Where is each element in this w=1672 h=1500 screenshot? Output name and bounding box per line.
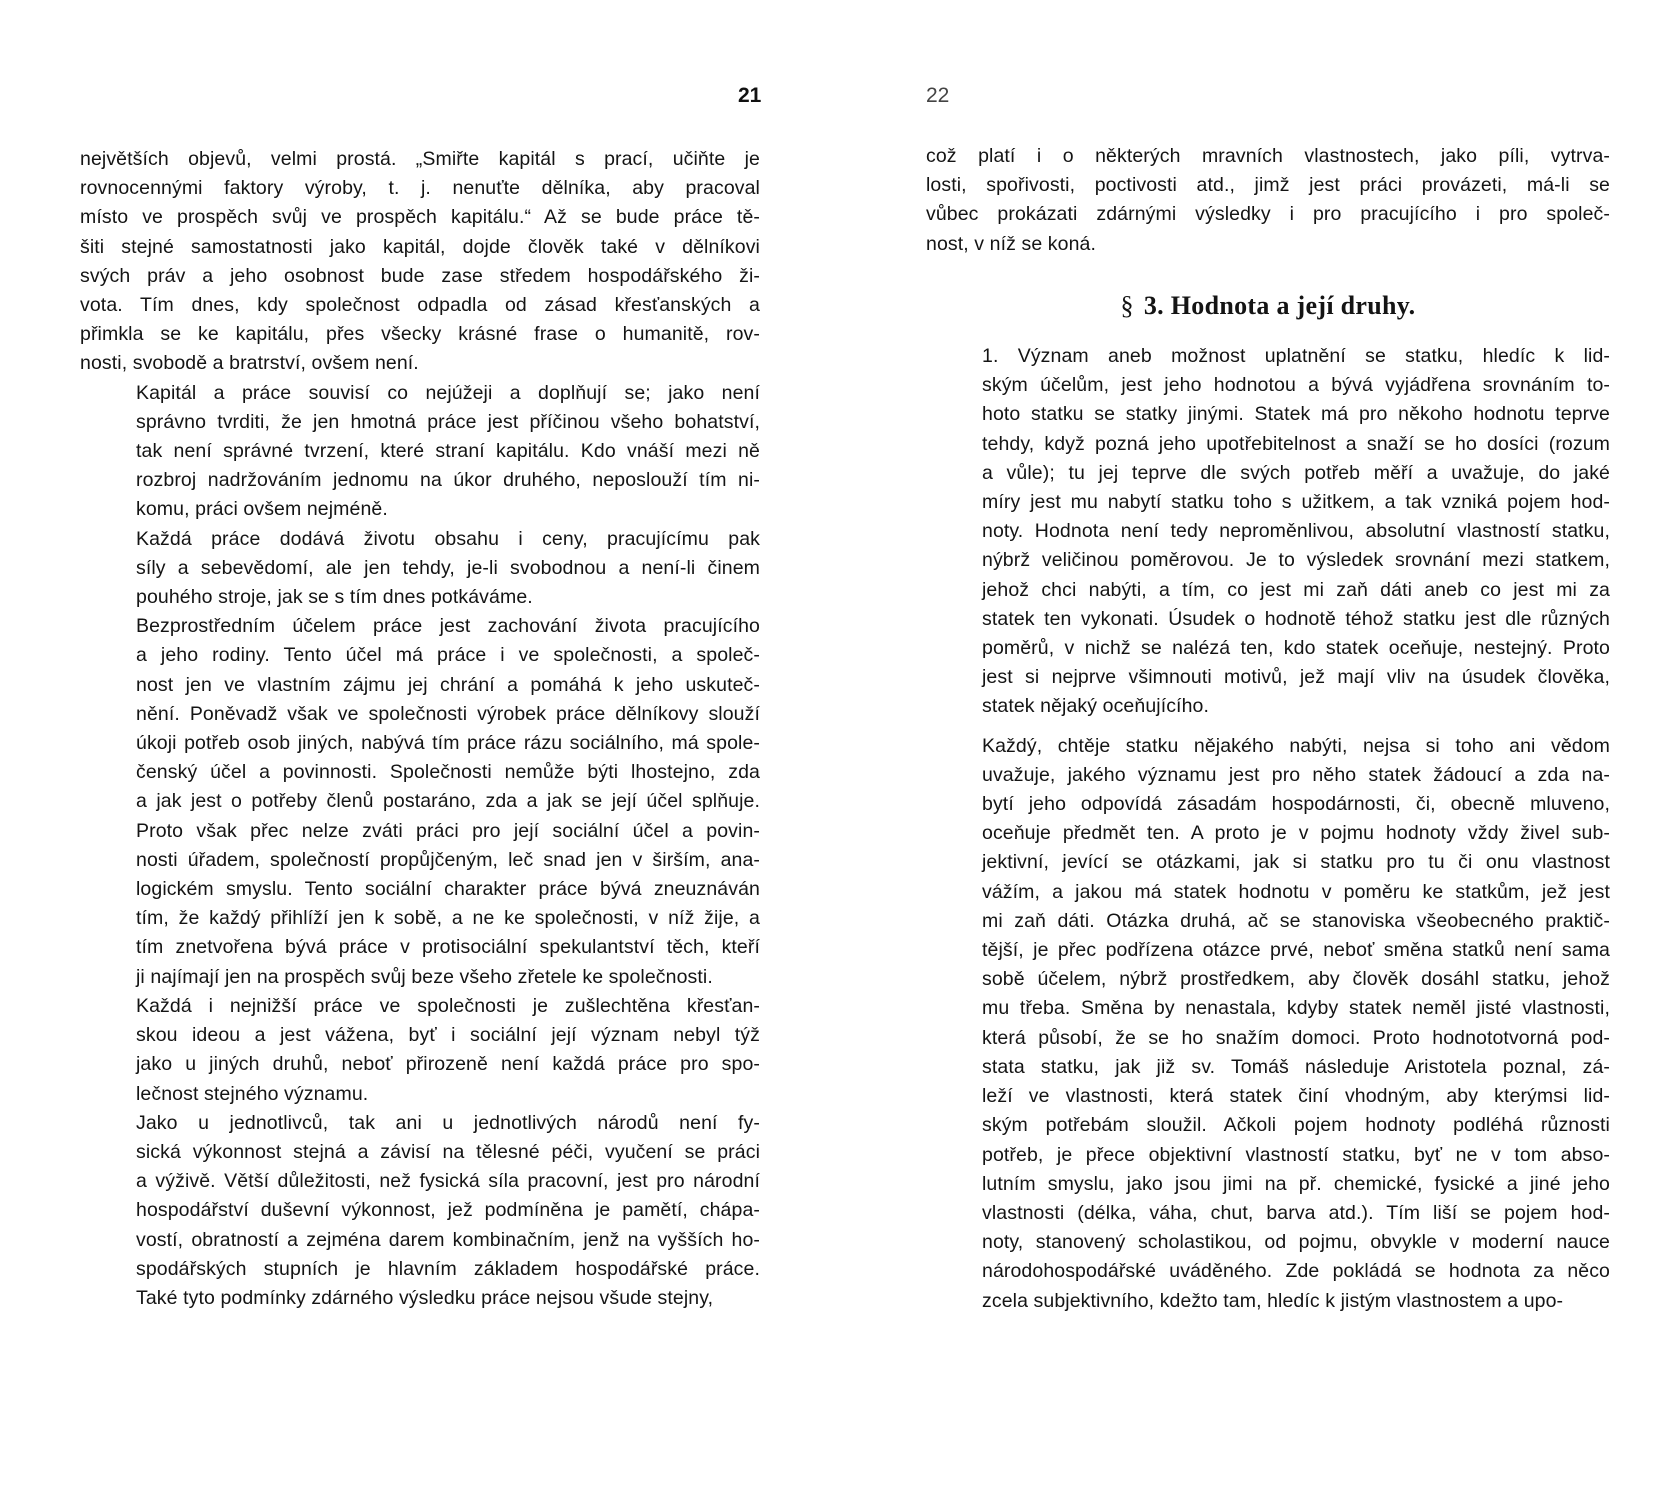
right-text-column [926, 142, 1610, 1316]
text-line: sická výkonnost stejná a závisí na tělesné péči, vyučení se práci [136, 1140, 760, 1163]
text-line: a jak jest o potřeby členů postaráno, zda a jak se její účel splňuje. [136, 790, 760, 813]
text-line: Kapitál a práce souvisí co nejúžeji a doplňují se; jako není [136, 381, 760, 404]
section-title: 3. Hodnota a její druhy. [1143, 290, 1416, 320]
text-line: rovnocennými faktory výroby, t. j. nenuťte dělníka, aby pracoval [80, 177, 760, 200]
text-line: vážím, a jakou má statek hodnotu v poměru ke statkům, jež jest [982, 880, 1610, 903]
text-line: jest si nejprve všimnouti motivů, jež mají vliv na úsudek člověka, [982, 666, 1610, 689]
text-line: potřeb, je přece objektivní vlastností statku, byť ne v tom abso- [982, 1143, 1610, 1166]
text-line: přimkla se ke kapitálu, přes všecky krásné frase o humanitě, rov- [80, 323, 760, 346]
text-line: uvažuje, jakého významu jest pro něho statek žádoucí a zda na- [982, 763, 1610, 786]
text-line: Bezprostředním účelem práce jest zachování života pracujícího [136, 615, 760, 638]
text-line: noty, stanovený scholastikou, od pojmu, obvykle v moderní nauce [982, 1231, 1610, 1254]
text-line: svých práv a jeho osobnost bude zase středem hospodářského ži- [80, 264, 760, 287]
text-line: šiti stejné samostatnosti jako kapitál, dojde člověk také v dělníkovi [80, 235, 760, 258]
paragraph [80, 992, 760, 1109]
section-heading [926, 291, 1610, 320]
paragraph [80, 1109, 760, 1313]
text-line: poměrů, v nichž se nalézá ten, kdo statek oceňuje, nestejný. Proto [982, 637, 1610, 660]
text-line: což platí i o některých mravních vlastnostech, jako píli, vytrva- [926, 145, 1610, 167]
text-line: oceňuje předmět ten. A proto je v pojmu hodnoty vždy živel sub- [982, 822, 1610, 845]
right-page [836, 0, 1672, 1500]
text-line: pouhého stroje, jak se s tím dnes potkáváme. [136, 586, 533, 609]
opening-paragraph [926, 142, 1610, 259]
paragraph [926, 142, 1610, 259]
text-line: mu třeba. Směna by nenastala, kdyby statek neměl jisté vlastnosti, [982, 997, 1610, 1020]
text-line: míry jest mu nabytí statku toho s užitkem, a tak vzniká pojem hod- [982, 491, 1610, 514]
text-line: tím, že každý přihlíží jen k sobě, a ne ke společnosti, v níž žije, a [136, 907, 760, 930]
text-line: síly a sebevědomí, ale jen tehdy, je-li svobodnou a není-li činem [136, 556, 760, 579]
text-line: noty. Hodnota není tedy neproměnlivou, absolutní vlastností statku, [982, 520, 1610, 543]
text-line: lečnost stejného významu. [136, 1082, 369, 1105]
text-line: vostí, obratností a zejména darem kombinačním, jenž na vyšších ho- [136, 1228, 760, 1251]
text-line: vota. Tím dnes, kdy společnost odpadla od zásad křesťanských a [80, 294, 760, 317]
paragraph [926, 732, 1610, 1316]
text-line: tak není správné tvrzení, které straní kapitálu. Kdo vnáší mezi ně [136, 440, 760, 463]
text-line: logickém smyslu. Tento sociální charakter práce bývá zneuznáván [136, 878, 760, 901]
text-line: statek nějaký oceňujícího. [982, 695, 1209, 718]
page-number-right: 22 [926, 84, 950, 107]
left-text-column [80, 145, 760, 1313]
text-line: leží ve vlastnosti, která statek činí vhodným, aby kterýmsi lid- [982, 1085, 1610, 1108]
text-line: nosti, svobodě a bratrství, ovšem není. [80, 352, 419, 375]
text-line: komu, práci ovšem nejméně. [136, 498, 388, 521]
text-line: skou ideou a jest vážena, byť i sociální její význam nebyl týž [136, 1024, 760, 1047]
page-number-left: 21 [738, 84, 762, 107]
text-line: největších objevů, velmi prostá. „Smiřte kapitál s prací, učiňte je [80, 148, 760, 170]
text-line: Jako u jednotlivců, tak ani u jednotlivých národů není fy- [136, 1111, 760, 1134]
text-line: tehdy, když pozná jeho upotřebitelnost a snaží se ho dosíci (rozum [982, 432, 1610, 455]
text-line: tím znetvořena bývá práce v protisociální spekulantství těch, kteří [136, 936, 760, 959]
text-line: vlastnosti (délka, váha, chut, barva atd.). Tím liší se pojem hod- [982, 1201, 1610, 1224]
text-line: lutním smyslu, jako jsou jimi na př. chemické, fysické a jiné jeho [982, 1172, 1610, 1195]
text-line: statek ten vykonati. Úsudek o hodnotě téhož statku jest dle různých [982, 607, 1610, 630]
paragraph [80, 145, 760, 379]
text-line: Každá práce dodává životu obsahu i ceny, pracujícímu pak [136, 527, 760, 550]
text-line: jehož chci nabýti, a tím, co jest mi zaň dáti aneb co jest mi za [982, 578, 1610, 601]
paragraph [926, 342, 1610, 722]
text-line: úkoji potřeb osob jiných, nabývá tím práce rázu sociálního, má spole- [136, 732, 760, 755]
text-line: Každá i nejnižší práce ve společnosti je zušlechtěna křesťan- [136, 994, 760, 1017]
text-line: a výživě. Větší důležitosti, než fysická síla pracovní, jest pro národní [136, 1170, 760, 1193]
paragraph [80, 612, 760, 992]
text-line: nění. Poněvadž však ve společnosti výrobek práce dělníkovy slouží [136, 702, 760, 725]
text-line: ským potřebám sloužil. Ačkoli pojem hodnoty podléhá různosti [982, 1114, 1610, 1137]
text-line: nýbrž veličinou poměrovou. Je to výsledek srovnání mezi statkem, [982, 549, 1610, 572]
text-line: zcela subjektivního, kdežto tam, hledíc k jistým vlastnostem a upo- [982, 1289, 1564, 1312]
text-line: místo ve prospěch svůj ve prospěch kapitálu.“ Až se bude práce tě- [80, 206, 760, 229]
text-line: která působí, že se ho snažím domoci. Proto hodnototvorná pod- [982, 1026, 1610, 1049]
text-line: Proto však přec nelze zváti práci pro její sociální účel a povin- [136, 819, 760, 842]
text-line: stata statku, jak již sv. Tomáš následuje Aristotela poznal, zá- [982, 1055, 1610, 1078]
section-sign: § [1120, 290, 1134, 320]
text-line: tější, je přec podřízena otázce prvé, neboť směna statků není sama [982, 939, 1610, 962]
text-line: správno tvrditi, že jen hmotná práce jest příčinou všeho bohatství, [136, 410, 760, 433]
text-line: sobě účelem, nýbrž prostředkem, aby člověk dosáhl statku, jehož [982, 968, 1610, 991]
text-line: Také tyto podmínky zdárného výsledku práce nejsou všude stejny, [136, 1286, 714, 1309]
text-line: Každý, chtěje statku nějakého nabýti, nejsa si toho ani vědom [982, 734, 1610, 757]
text-line: ským účelům, jest jeho hodnotou a bývá vyjádřena srovnáním to- [982, 374, 1610, 397]
text-line: a jeho rodiny. Tento účel má práce i ve společnosti, a společ- [136, 644, 760, 667]
text-line: spodářských stupních je hlavním základem hospodářské práce. [136, 1257, 760, 1280]
text-line: 1. Význam aneb možnost uplatnění se statku, hledíc k lid- [982, 345, 1610, 368]
text-line: jektivní, jevící se otázkami, jak si statku pro tu či onu vlastnost [982, 851, 1610, 874]
text-line: hoto statku se statky jinými. Statek má pro někoho hodnotu teprve [982, 403, 1610, 426]
text-line: jako u jiných druhů, neboť přirozeně není každá práce pro spo- [136, 1053, 760, 1076]
text-line: nost, v níž se koná. [926, 232, 1097, 255]
text-line: vůbec prokázati zdárnými výsledky i pro pracujícího i pro společ- [926, 203, 1610, 226]
paragraph [80, 379, 760, 525]
text-line: nosti úřadem, společností propůjčeným, leč snad jen v širším, ana- [136, 848, 760, 871]
text-line: nost jen ve vlastním zájmu jej chrání a pomáhá k jeho uskuteč- [136, 673, 760, 696]
section-body [926, 342, 1610, 1316]
text-line: losti, spořivosti, poctivosti atd., jimž jest práci provázeti, má-li se [926, 174, 1610, 197]
text-line: národohospodářské uváděného. Zde pokládá se hodnota za něco [982, 1260, 1610, 1283]
text-line: rozbroj nadržováním jednomu na úkor druhého, neposlouží tím ni- [136, 469, 760, 492]
paragraph [80, 525, 760, 613]
text-line: čenský účel a povinnosti. Společnosti nemůže býti lhostejno, zda [136, 761, 760, 784]
text-line: bytí jeho odpovídá zásadám hospodárnosti, či, obecně mluveno, [982, 793, 1610, 816]
text-line: hospodářství duševní výkonnost, jež podmíněna je pamětí, chápa- [136, 1199, 760, 1222]
text-line: ji najímají jen na prospěch svůj beze všeho zřetele ke společnosti. [136, 965, 713, 988]
text-line: mi zaň dáti. Otázka druhá, ač se stanoviska všeobecného praktič- [982, 909, 1610, 932]
text-line: a vůle); tu jej teprve dle svých potřeb měří a uvažuje, do jaké [982, 461, 1610, 484]
